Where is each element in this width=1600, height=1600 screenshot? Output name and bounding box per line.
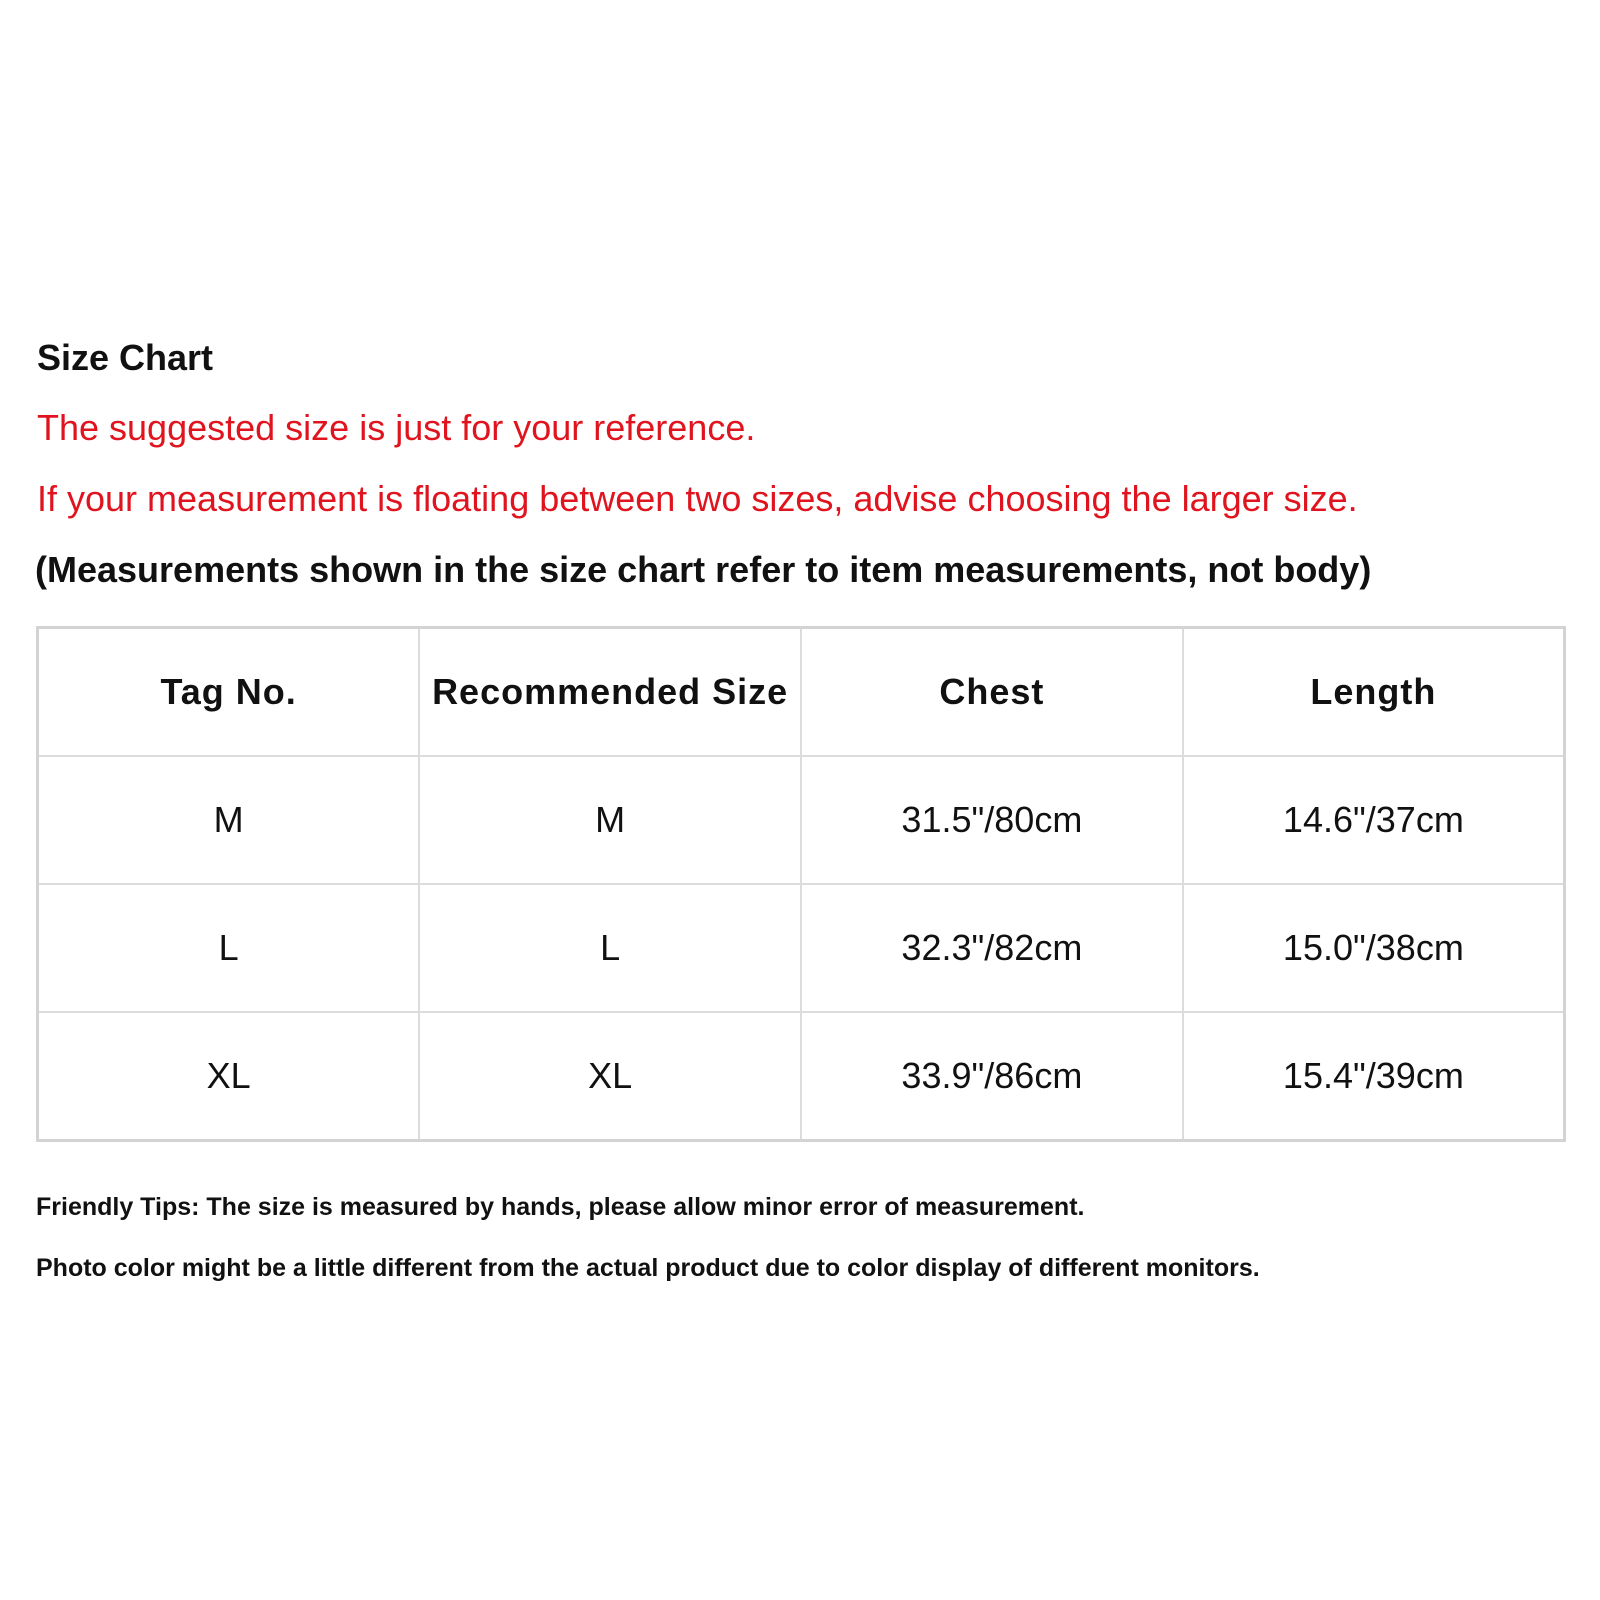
header-chest: Chest	[801, 628, 1183, 757]
cell-chest: 32.3"/82cm	[801, 884, 1183, 1012]
cell-length: 15.4"/39cm	[1183, 1012, 1565, 1141]
measurement-subtitle: (Measurements shown in the size chart refer to item measurements, not body)	[35, 549, 1372, 590]
photo-color-tip: Photo color might be a little different from the actual product due to color display of different monitors.	[36, 1254, 1260, 1282]
table-row	[38, 756, 1565, 884]
cell-recommended-size: XL	[419, 1012, 801, 1141]
table-header	[38, 628, 1565, 757]
page-title: Size Chart	[37, 337, 214, 378]
table-body	[38, 756, 1565, 1141]
cell-tag-no: XL	[38, 1012, 420, 1141]
header-recommended-size: Recommended Size	[419, 628, 801, 757]
table-row	[38, 1012, 1565, 1141]
reference-note: The suggested size is just for your reference.	[37, 407, 756, 448]
cell-tag-no: M	[38, 756, 420, 884]
cell-recommended-size: M	[419, 756, 801, 884]
cell-length: 14.6"/37cm	[1183, 756, 1565, 884]
cell-chest: 31.5"/80cm	[801, 756, 1183, 884]
table-header-row	[38, 628, 1565, 757]
header-tag-no: Tag No.	[38, 628, 420, 757]
table-row	[38, 884, 1565, 1012]
cell-chest: 33.9"/86cm	[801, 1012, 1183, 1141]
cell-recommended-size: L	[419, 884, 801, 1012]
cell-tag-no: L	[38, 884, 420, 1012]
sizing-advice-note: If your measurement is floating between two sizes, advise choosing the larger size.	[37, 478, 1358, 519]
friendly-tip-measurement: Friendly Tips: The size is measured by hands, please allow minor error of measurement.	[36, 1193, 1085, 1221]
size-table	[36, 626, 1566, 1142]
header-length: Length	[1183, 628, 1565, 757]
cell-length: 15.0"/38cm	[1183, 884, 1565, 1012]
